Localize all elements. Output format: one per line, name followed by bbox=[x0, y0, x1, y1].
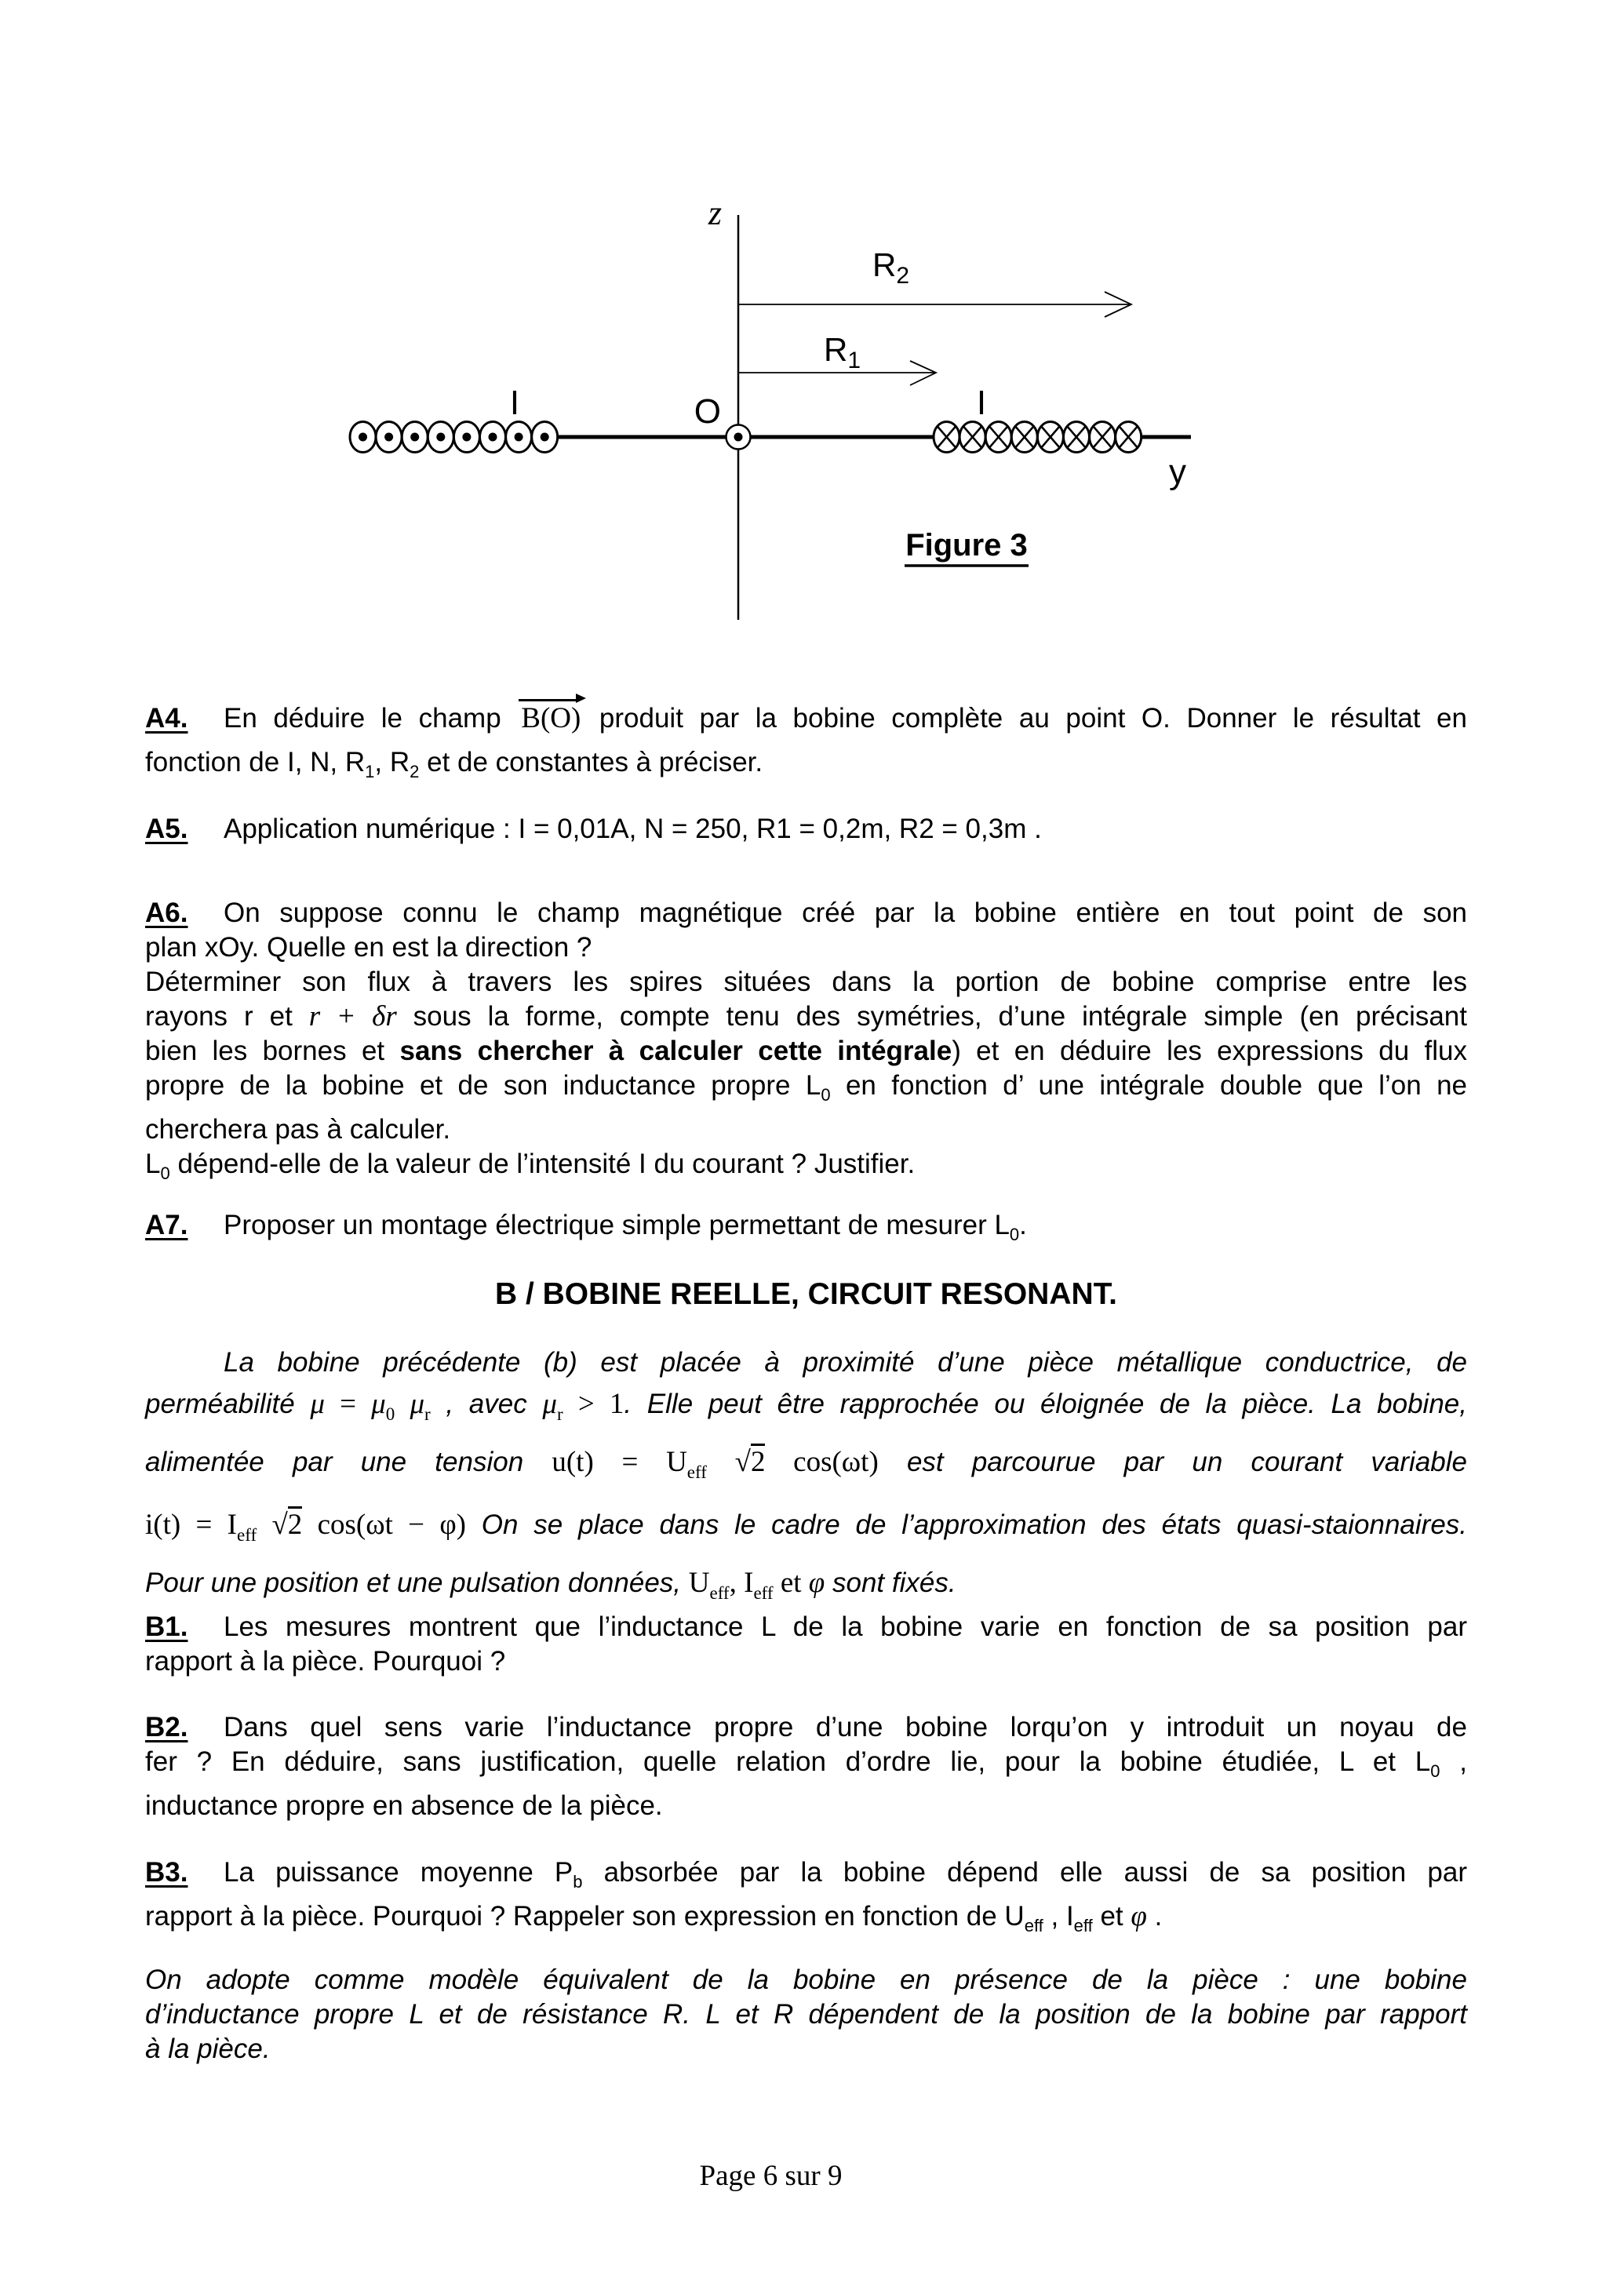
coil-cross-section-left-current-out bbox=[350, 422, 558, 453]
text-segment: . bbox=[1146, 1901, 1163, 1932]
text-segment: produit par la bobine complète au point O. Donner le résultat en bbox=[583, 703, 1467, 734]
text-line bbox=[145, 2032, 1467, 2066]
text-segment: La bobine précédente (b) est placée à proximité d’une pièce métallique conductrice, de bbox=[224, 1347, 1467, 1378]
text-line bbox=[145, 812, 1467, 847]
text-line bbox=[145, 741, 1467, 794]
text-segment: 0 bbox=[385, 1404, 395, 1424]
text-segment: alimentée par une tension bbox=[145, 1447, 552, 1477]
text-segment: propre de la bobine et de son inductance propre L bbox=[145, 1070, 821, 1101]
text-segment: On se place dans le cadre de l’approximation des états quasi-staionnaires. bbox=[466, 1509, 1468, 1540]
question-label: A7. bbox=[145, 1210, 188, 1240]
question-a7 bbox=[145, 1208, 1467, 1252]
text-line bbox=[145, 1899, 1467, 1943]
text-segment: est parcourue par un courant variable bbox=[878, 1447, 1468, 1477]
text-segment: , R bbox=[374, 747, 410, 777]
z-axis-label: z bbox=[708, 194, 722, 232]
text-segment: Dans quel sens varie l’inductance propre d’une bobine lorqu’on y introduit un noyau de bbox=[224, 1712, 1467, 1742]
text-segment: . bbox=[1019, 1210, 1027, 1240]
r1-label: $R_1$ bbox=[824, 331, 861, 373]
text-segment: rapport à la pièce. Pourquoi ? Rappeler son expression en fonction de U bbox=[145, 1901, 1025, 1932]
text-segment: Les mesures montrent que l’inductance L de la bobine varie en fonction de sa position par bbox=[224, 1611, 1467, 1642]
r2-label: $R_2$ bbox=[872, 246, 910, 289]
current-out-dot bbox=[410, 433, 419, 442]
text-line bbox=[145, 1997, 1467, 2032]
text-segment: √ bbox=[271, 1509, 288, 1541]
section-b-intro bbox=[145, 1343, 1467, 1615]
question-b1 bbox=[145, 1610, 1467, 1679]
text-line bbox=[145, 1745, 1467, 1789]
text-segment: Proposer un montage électrique simple permettant de mesurer L bbox=[224, 1210, 1010, 1240]
text-line bbox=[145, 1436, 1467, 1498]
text-line bbox=[145, 1112, 1467, 1147]
text-segment: 2 bbox=[751, 1444, 766, 1478]
text-line bbox=[145, 965, 1467, 1000]
text-line bbox=[145, 1498, 1467, 1562]
question-b2 bbox=[145, 1710, 1467, 1823]
text-segment: rayons r et bbox=[145, 1001, 309, 1032]
text-segment: , bbox=[1440, 1746, 1467, 1777]
text-segment: et bbox=[773, 1567, 809, 1599]
text-segment: 0 bbox=[821, 1085, 831, 1105]
current-out-dot bbox=[489, 433, 497, 442]
text-segment: eff bbox=[1024, 1916, 1043, 1935]
text-segment: sous la forme, compte tenu des symétries, d’une intégrale simple (en précisant bbox=[396, 1001, 1467, 1032]
text-segment: 0 bbox=[1009, 1225, 1020, 1244]
text-segment: 0 bbox=[160, 1163, 170, 1183]
origin-label: O bbox=[694, 392, 721, 431]
page-number: Page 6 sur 9 bbox=[699, 2160, 843, 2192]
text-segment: sans chercher à calculer cette intégrale bbox=[399, 1036, 952, 1066]
text-segment: sont fixés. bbox=[825, 1568, 956, 1598]
text-segment: Application numérique : I = 0,01A, N = 250, R1 = 0,2m, R2 = 0,3m . bbox=[224, 814, 1042, 844]
text-segment: En déduire le champ bbox=[224, 703, 518, 734]
text-segment: fonction de I, N, R bbox=[145, 747, 366, 777]
text-segment: 0 bbox=[1430, 1761, 1440, 1781]
text-segment: Pour une position et une pulsation données, bbox=[145, 1568, 689, 1598]
current-out-dot bbox=[515, 433, 523, 442]
text-segment: La puissance moyenne P bbox=[224, 1857, 573, 1888]
current-out-dot bbox=[436, 433, 445, 442]
question-a5 bbox=[145, 812, 1467, 847]
current-label-left: I bbox=[509, 384, 520, 422]
text-line bbox=[145, 1644, 1467, 1679]
text-segment: cos(ωt − φ) bbox=[302, 1509, 467, 1541]
section-b-title: B / BOBINE REELLE, CIRCUIT RESONANT. bbox=[494, 1277, 1118, 1311]
text-segment: eff bbox=[237, 1525, 257, 1545]
current-out-dot bbox=[462, 433, 471, 442]
text-segment: μ bbox=[371, 1388, 386, 1420]
text-line bbox=[145, 1610, 1467, 1644]
text-segment: b bbox=[573, 1872, 583, 1892]
text-segment: On suppose connu le champ magnétique créé par la bobine entière en tout point de son bbox=[224, 898, 1467, 928]
text-line bbox=[145, 1343, 1467, 1382]
text-segment: = bbox=[324, 1388, 372, 1420]
text-line bbox=[145, 896, 1467, 930]
text-segment: en fonction d’ une intégrale double que l’on ne bbox=[830, 1070, 1467, 1101]
text-line bbox=[145, 1382, 1467, 1436]
text-line bbox=[145, 1000, 1467, 1034]
text-segment: > 1 bbox=[563, 1388, 624, 1420]
text-line bbox=[145, 1710, 1467, 1745]
text-segment: cherchera pas à calculer. bbox=[145, 1114, 451, 1145]
text-segment: ) et en déduire les expressions du flux bbox=[952, 1036, 1467, 1066]
text-segment: i(t) = I bbox=[145, 1509, 238, 1541]
text-segment: fer ? En déduire, sans justification, quelle relation d’ordre lie, pour la bobine étudiée, L et L bbox=[145, 1746, 1431, 1777]
text-segment: B(O) bbox=[519, 702, 583, 734]
text-segment bbox=[395, 1388, 410, 1420]
text-segment bbox=[257, 1509, 271, 1541]
text-segment: 1 bbox=[365, 762, 375, 781]
text-segment: eff bbox=[1073, 1916, 1093, 1935]
current-out-dot bbox=[541, 433, 549, 442]
question-label: A4. bbox=[145, 703, 188, 734]
figure-3-diagram bbox=[314, 102, 1334, 635]
question-a6 bbox=[145, 896, 1467, 1191]
text-segment: rapport à la pièce. Pourquoi ? bbox=[145, 1646, 506, 1677]
text-segment: 2 bbox=[410, 762, 420, 781]
question-label: A6. bbox=[145, 898, 188, 928]
text-segment: r bbox=[424, 1404, 431, 1424]
text-segment: r bbox=[556, 1404, 563, 1424]
coil-cross-section-right-current-in bbox=[934, 422, 1142, 453]
text-segment: eff bbox=[753, 1583, 774, 1603]
current-out-dot bbox=[359, 433, 367, 442]
question-b3 bbox=[145, 1855, 1467, 1943]
current-out-dot bbox=[384, 433, 393, 442]
text-segment: dépend-elle de la valeur de l’intensité I du courant ? Justifier. bbox=[169, 1149, 916, 1179]
text-segment: à la pièce. bbox=[145, 2034, 271, 2064]
text-line bbox=[145, 1562, 1467, 1615]
text-segment: , avec bbox=[430, 1389, 543, 1419]
text-segment: eff bbox=[686, 1462, 707, 1482]
text-line bbox=[145, 1855, 1467, 1899]
text-segment: et de constantes à préciser. bbox=[419, 747, 763, 777]
text-line bbox=[145, 1789, 1467, 1823]
text-segment: 2 bbox=[288, 1506, 303, 1541]
y-axis-label: y bbox=[1169, 453, 1186, 491]
text-line bbox=[145, 1147, 1467, 1191]
text-line bbox=[145, 930, 1467, 965]
text-line bbox=[145, 1034, 1467, 1069]
origin-marker bbox=[726, 425, 751, 450]
text-line bbox=[145, 1069, 1467, 1112]
text-segment: cos(ωt) bbox=[765, 1446, 879, 1478]
text-segment: μ bbox=[542, 1388, 557, 1420]
current-label-right: I bbox=[976, 384, 987, 422]
text-segment: μ bbox=[410, 1388, 425, 1420]
text-line bbox=[145, 697, 1467, 741]
figure-caption: Figure 3 bbox=[905, 528, 1028, 563]
text-segment: eff bbox=[709, 1583, 730, 1603]
text-segment: inductance propre en absence de la pièce. bbox=[145, 1790, 663, 1821]
text-segment: On adopte comme modèle équivalent de la bobine en présence de la pièce : une bobine bbox=[145, 1964, 1467, 1995]
text-segment: , I bbox=[1043, 1901, 1074, 1932]
text-segment: u(t) = U bbox=[552, 1446, 687, 1478]
text-segment: φ bbox=[1131, 1900, 1147, 1932]
question-label: B2. bbox=[145, 1712, 188, 1742]
text-segment: √ bbox=[734, 1446, 751, 1478]
text-segment: absorbée par la bobine dépend elle aussi de sa position par bbox=[582, 1857, 1467, 1888]
text-segment: et bbox=[1092, 1901, 1131, 1932]
question-label: B3. bbox=[145, 1857, 188, 1888]
section-b-model-note bbox=[145, 1963, 1467, 2066]
text-segment: μ bbox=[310, 1388, 325, 1420]
text-segment: perméabilité bbox=[145, 1389, 311, 1419]
text-segment: L bbox=[145, 1149, 161, 1179]
text-segment: d’inductance propre L et de résistance R. L et R dépendent de la position de la bobine par rapport bbox=[145, 1999, 1467, 2030]
text-line bbox=[145, 1208, 1467, 1252]
question-label: B1. bbox=[145, 1611, 188, 1642]
text-segment: Déterminer son flux à travers les spires situées dans la portion de bobine comprise entre les bbox=[145, 967, 1467, 997]
text-segment: . Elle peut être rapprochée ou éloignée de la pièce. La bobine, bbox=[624, 1389, 1467, 1419]
text-segment: , I bbox=[729, 1567, 754, 1599]
question-a4 bbox=[145, 697, 1467, 794]
text-segment: φ bbox=[808, 1567, 825, 1599]
text-segment: U bbox=[688, 1567, 710, 1599]
question-label: A5. bbox=[145, 814, 188, 844]
text-segment: plan xOy. Quelle en est la direction ? bbox=[145, 932, 592, 963]
text-segment bbox=[707, 1446, 735, 1478]
text-segment: bien les bornes et bbox=[145, 1036, 400, 1066]
text-line bbox=[145, 1963, 1467, 1997]
text-segment: r + δr bbox=[308, 1000, 397, 1032]
